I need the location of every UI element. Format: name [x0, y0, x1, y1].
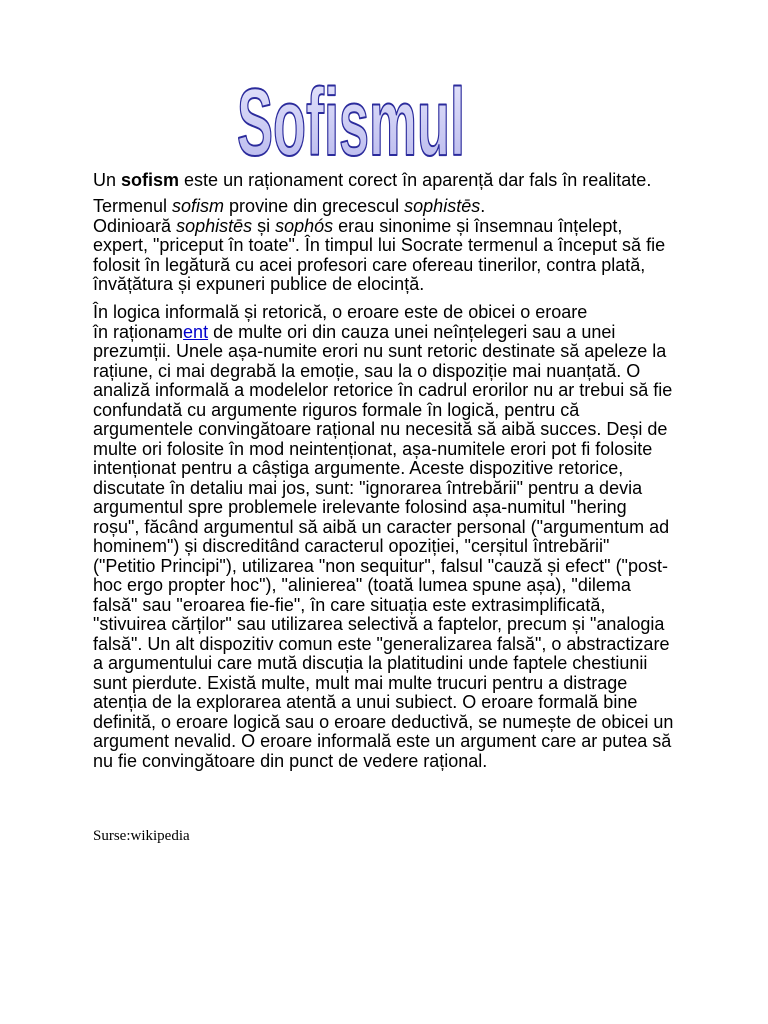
- text-run: în raționam: [93, 321, 184, 342]
- italic-term: sofism: [172, 196, 225, 216]
- text-run: provine din grecescul: [224, 196, 405, 216]
- text-line: intenționat pentru a câștiga argumente. Aceste dispozitive retorice,: [93, 458, 624, 478]
- text-line: multe ori folosite în mod neintenționat, așa-numitele erori pot fi folosite: [93, 438, 653, 459]
- text-line: atenția de la explorarea atentă a unui subiect. O eroare formală bine: [93, 692, 638, 712]
- text-line: ("Petitio Principi"), utilizarea "non sequitur", falsul "cauză și efect" ("post-: [93, 555, 668, 576]
- text-line: nu fie convingătoare din punct de vedere rațional.: [93, 750, 488, 771]
- text-line: roșu", făcând argumentul să aibă un caracter personal ("argumentum ad: [93, 516, 670, 537]
- italic-term: sophistēs: [404, 196, 481, 216]
- text-line: sunt pierdute. Există multe, mult mai multe trucuri pentru a distrage: [93, 672, 628, 693]
- text-line: învățătura și expuneri publice de elocință.: [93, 274, 425, 294]
- sources-note: Surse:wikipedia: [93, 828, 190, 844]
- text-run: este un raționament corect în aparență dar fals în realitate.: [179, 170, 652, 190]
- text-line: "stivuirea cărților" sau utilizarea selectivă a faptelor, precum și "analogia: [93, 614, 665, 634]
- text-line: hoc ergo propter hoc"), "alinierea" (toată lumea spune așa), "dilema: [93, 575, 631, 595]
- text-line: [93, 323, 673, 343]
- text-run: de multe ori din cauza unei neînțelegeri sau a unei: [208, 321, 616, 342]
- text-line: a argumentului care mută discuția la platitudini unde faptele chestiunii: [93, 653, 648, 673]
- text-line: argument nevalid. O eroare informală este un argument care ar putea să: [93, 731, 672, 751]
- etymology-paragraph: [93, 197, 665, 295]
- text-line: discutate în detaliu mai jos, sunt: "ignorarea întrebării" pentru a devia: [93, 477, 643, 498]
- text-line: [93, 217, 665, 237]
- italic-term: sophistēs: [176, 215, 253, 236]
- text-line: [93, 171, 651, 191]
- text-line: prezumții. Unele așa-numite erori nu sunt retoric destinate să apeleze la: [93, 341, 667, 361]
- text-line: [93, 197, 665, 217]
- text-run: și: [252, 215, 276, 236]
- text-line: expert, "priceput în toate". În timpul lui Socrate termenul a început să fie: [93, 235, 666, 255]
- wordart-title: [230, 69, 476, 176]
- text-run: erau sinonime și însemnau înțelept,: [333, 215, 623, 236]
- fallacies-paragraph: [93, 303, 673, 771]
- text-line: falsă". Un alt dispozitiv comun este "generalizarea falsă", o abstractizare: [93, 633, 670, 654]
- text-run: .: [480, 196, 486, 216]
- text-line: confundată cu argumente riguros formale în logică, pentru că: [93, 399, 580, 420]
- text-line: definită, o eroare logică sau o eroare deductivă, se numește de obicei un: [93, 711, 674, 732]
- text-line: argumentele convingătoare rațional nu necesită să aibă succes. Deși de: [93, 419, 668, 439]
- wiki-link[interactable]: ent: [183, 321, 209, 342]
- text-line: argumentul spre problemele irelevante folosind așa-numitul "hering: [93, 497, 627, 517]
- text-line: folosit în legătură cu acei profesori care ofereau tinerilor, contra plată,: [93, 254, 646, 275]
- text-run: Odinioară: [93, 215, 177, 236]
- text-line: analiză informală a modelelor retorice în cadrul erorilor nu ar trebui să fie: [93, 380, 673, 400]
- text-run: Un: [93, 170, 122, 190]
- text-line: hominem") și discreditând caracterul opoziției, "cerșitul întrebării": [93, 536, 610, 556]
- defined-term: sofism: [121, 170, 180, 190]
- text-line: falsă" sau "eroarea fie-fie", în care situația este extrasimplificată,: [93, 594, 606, 615]
- italic-term: sophós: [275, 215, 334, 236]
- text-line: rațiune, ci mai degrabă la emoție, sau la o dispoziție mai nuanțată. O: [93, 360, 641, 381]
- definition-paragraph: [93, 171, 651, 191]
- text-run: Termenul: [93, 196, 173, 216]
- text-line: În logica informală și retorică, o eroare este de obicei o eroare: [93, 302, 588, 322]
- page-title: Sofismul: [237, 69, 465, 176]
